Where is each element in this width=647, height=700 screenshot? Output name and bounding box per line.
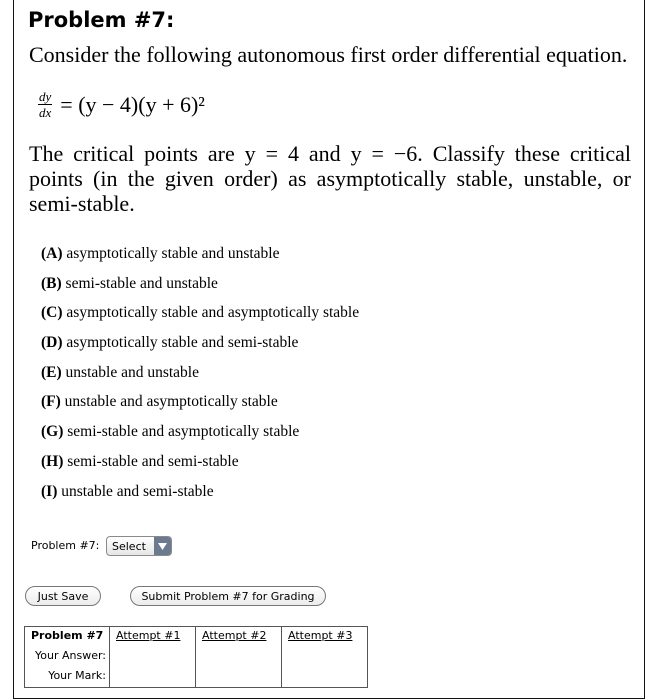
attempts-row-labels bbox=[25, 627, 110, 688]
option-letter: (H) bbox=[41, 452, 64, 470]
option-h bbox=[41, 452, 359, 482]
option-i bbox=[41, 482, 359, 512]
option-text: asymptotically stable and asymptotically stable bbox=[66, 304, 360, 322]
option-g bbox=[41, 422, 359, 452]
option-text: semi-stable and asymptotically stable bbox=[67, 423, 300, 441]
attempt-1-column bbox=[110, 627, 196, 688]
attempt-3-link[interactable]: Attempt #3 bbox=[288, 629, 353, 642]
option-letter: (F) bbox=[41, 393, 61, 411]
problem-question: The critical points are y = 4 and y = −6. Classify these critical points (in the given order) as asymptotically stable, unstable, or semi-stable. bbox=[29, 141, 631, 216]
answer-options-list bbox=[41, 244, 359, 511]
your-mark-label: Your Mark: bbox=[48, 669, 106, 682]
answer-select-value: Select bbox=[112, 539, 146, 553]
attempts-table-header: Problem #7 bbox=[31, 629, 104, 642]
option-c bbox=[41, 303, 359, 333]
option-b bbox=[41, 274, 359, 304]
option-d bbox=[41, 333, 359, 363]
attempt-1-link[interactable]: Attempt #1 bbox=[116, 629, 181, 642]
answer-select-label: Problem #7: bbox=[31, 539, 100, 552]
answer-select[interactable] bbox=[106, 536, 172, 556]
option-a bbox=[41, 244, 359, 274]
submit-grading-button[interactable]: Submit Problem #7 for Grading bbox=[130, 586, 326, 606]
option-letter: (E) bbox=[41, 363, 62, 381]
your-answer-label: Your Answer: bbox=[34, 649, 106, 662]
option-text: semi-stable and unstable bbox=[65, 274, 218, 292]
derivative-fraction bbox=[38, 90, 52, 119]
option-text: asymptotically stable and unstable bbox=[66, 245, 280, 262]
attempt-2-column bbox=[196, 627, 282, 688]
equation-rhs: = (y − 4)(y + 6)² bbox=[60, 91, 205, 117]
attempts-table bbox=[24, 626, 368, 688]
option-letter: (A) bbox=[41, 245, 63, 262]
option-text: unstable and asymptotically stable bbox=[64, 393, 278, 411]
option-letter: (I) bbox=[41, 482, 58, 500]
option-letter: (C) bbox=[41, 304, 63, 322]
option-text: unstable and semi-stable bbox=[61, 482, 214, 500]
fraction-denominator: dx bbox=[39, 105, 52, 120]
fraction-numerator: dy bbox=[39, 89, 52, 104]
option-letter: (D) bbox=[41, 334, 63, 352]
just-save-button[interactable]: Just Save bbox=[25, 586, 101, 606]
problem-intro: Consider the following autonomous first order differential equation. bbox=[29, 42, 628, 67]
dropdown-arrow-icon[interactable] bbox=[154, 537, 171, 555]
option-letter: (B) bbox=[41, 274, 62, 292]
option-e bbox=[41, 363, 359, 393]
attempt-3-column bbox=[282, 627, 368, 688]
problem-heading: Problem #7: bbox=[28, 8, 175, 32]
option-text: semi-stable and semi-stable bbox=[67, 452, 239, 470]
option-letter: (G) bbox=[41, 423, 64, 441]
option-text: unstable and unstable bbox=[65, 363, 199, 381]
differential-equation bbox=[38, 90, 205, 119]
option-f bbox=[41, 392, 359, 422]
option-text: asymptotically stable and semi-stable bbox=[66, 334, 299, 352]
attempt-2-link[interactable]: Attempt #2 bbox=[202, 629, 267, 642]
